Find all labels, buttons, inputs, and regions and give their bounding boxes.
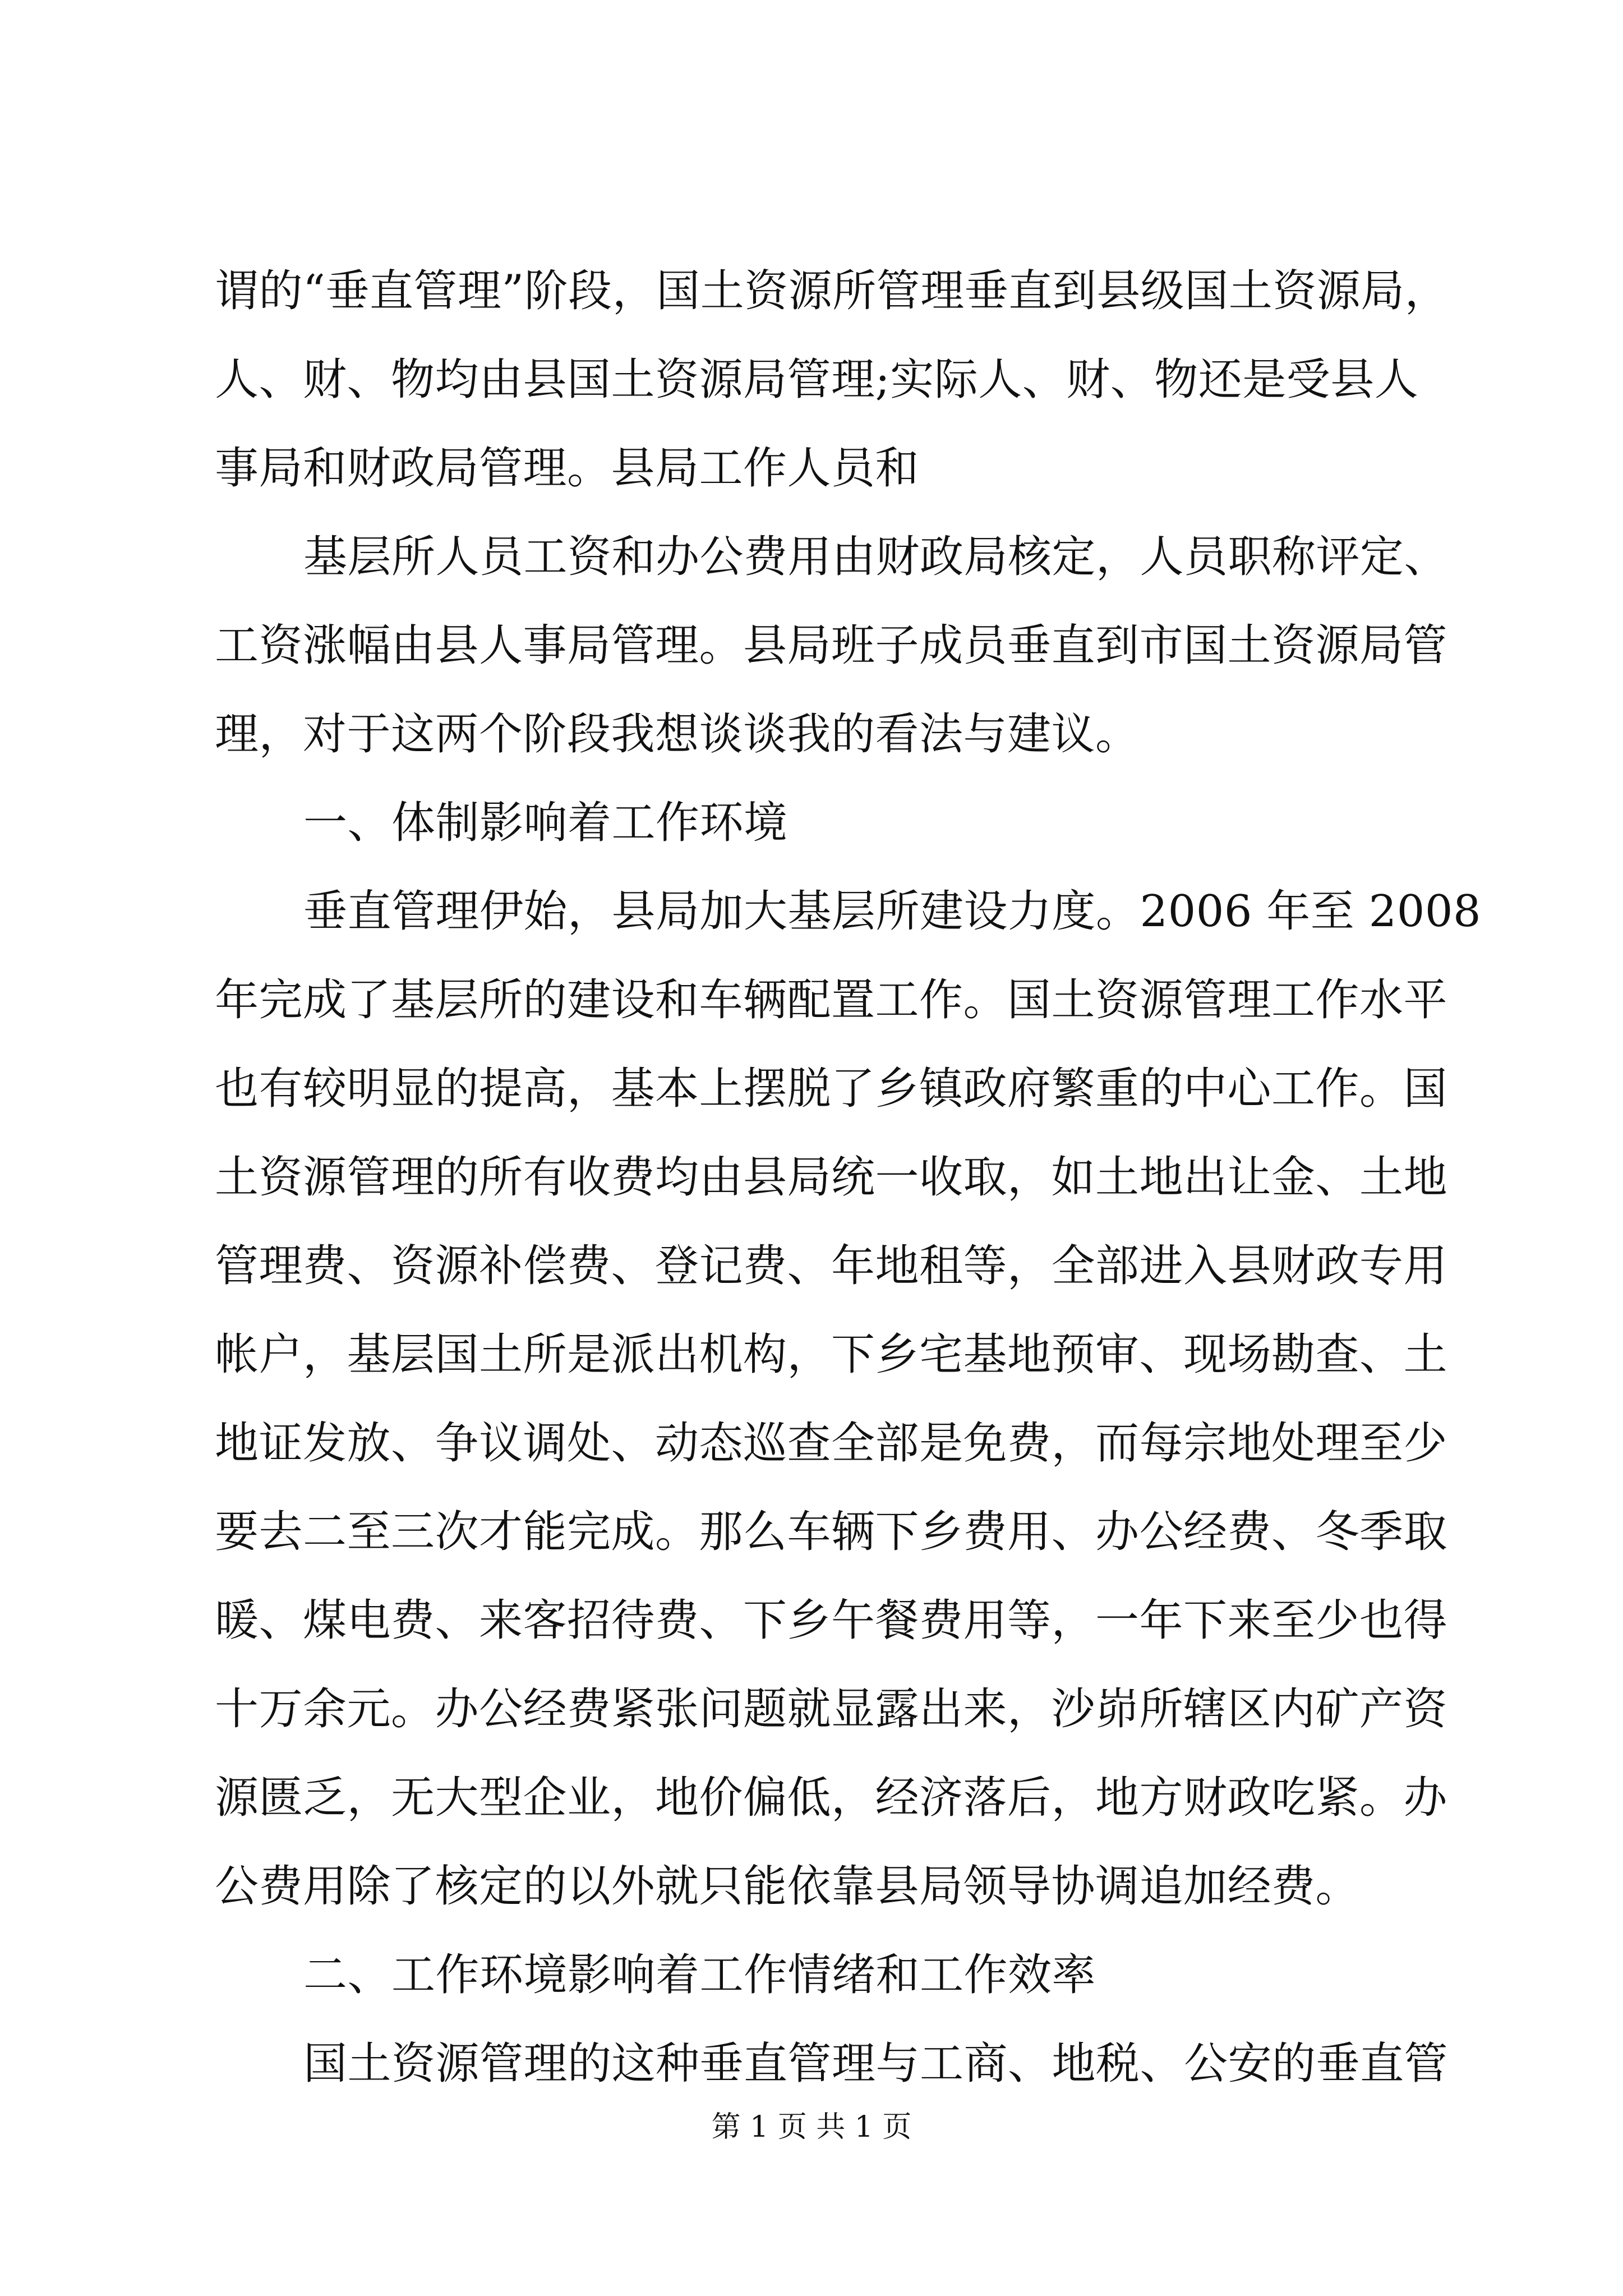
text-line: 十万余元。办公经费紧张问题就显露出来，沙峁所辖区内矿产资 [215, 1684, 1448, 1734]
text-line: 管理费、资源补偿费、登记费、年地租等，全部进入县财政专用 [215, 1241, 1448, 1291]
text-line: 也有较明显的提高，基本上摆脱了乡镇政府繁重的中心工作。国 [215, 1064, 1448, 1114]
document-body [215, 247, 1482, 2108]
text-line: 土资源管理的所有收费均由县局统一收取，如土地出让金、土地 [215, 1152, 1448, 1203]
text-line: 一、体制影响着工作环境 [303, 798, 788, 848]
text-line: 暖、煤电费、来客招待费、下乡午餐费用等，一年下来至少也得 [215, 1595, 1448, 1646]
text-line: 公费用除了核定的以外就只能依靠县局领导协调追加经费。 [215, 1861, 1360, 1912]
text-line: 要去二至三次才能完成。那么车辆下乡费用、办公经费、冬季取 [215, 1507, 1448, 1557]
text-line: 源匮乏，无大型企业，地价偏低，经济落后，地方财政吃紧。办 [215, 1773, 1448, 1823]
text-line: 人、财、物均由县国土资源局管理;实际人、财、物还是受县人 [215, 355, 1419, 405]
text-line: 地证发放、争议调处、动态巡查全部是免费，而每宗地处理至少 [215, 1418, 1448, 1469]
text-line: 年完成了基层所的建设和车辆配置工作。国土资源管理工作水平 [215, 975, 1448, 1025]
text-line: 帐户，基层国土所是派出机构，下乡宅基地预审、现场勘查、土 [215, 1329, 1448, 1380]
text-line: 垂直管理伊始，县局加大基层所建设力度。2006 年至 2008 [303, 886, 1482, 937]
text-line: 事局和财政局管理。县局工作人员和 [215, 443, 920, 494]
text-line: 谓的“垂直管理”阶段，国土资源所管理垂直到县级国土资源局， [215, 266, 1449, 316]
text-line: 国土资源管理的这种垂直管理与工商、地税、公安的垂直管 [303, 2039, 1449, 2089]
text-line: 基层所人员工资和办公费用由财政局核定，人员职称评定、 [303, 532, 1449, 582]
text-line: 理，对于这两个阶段我想谈谈我的看法与建议。 [215, 709, 1140, 760]
text-line: 工资涨幅由县人事局管理。县局班子成员垂直到市国土资源局管 [215, 620, 1448, 671]
text-line: 二、工作环境影响着工作情绪和工作效率 [303, 1950, 1096, 2000]
page-footer: 第 1 页 共 1 页 [711, 2110, 912, 2144]
